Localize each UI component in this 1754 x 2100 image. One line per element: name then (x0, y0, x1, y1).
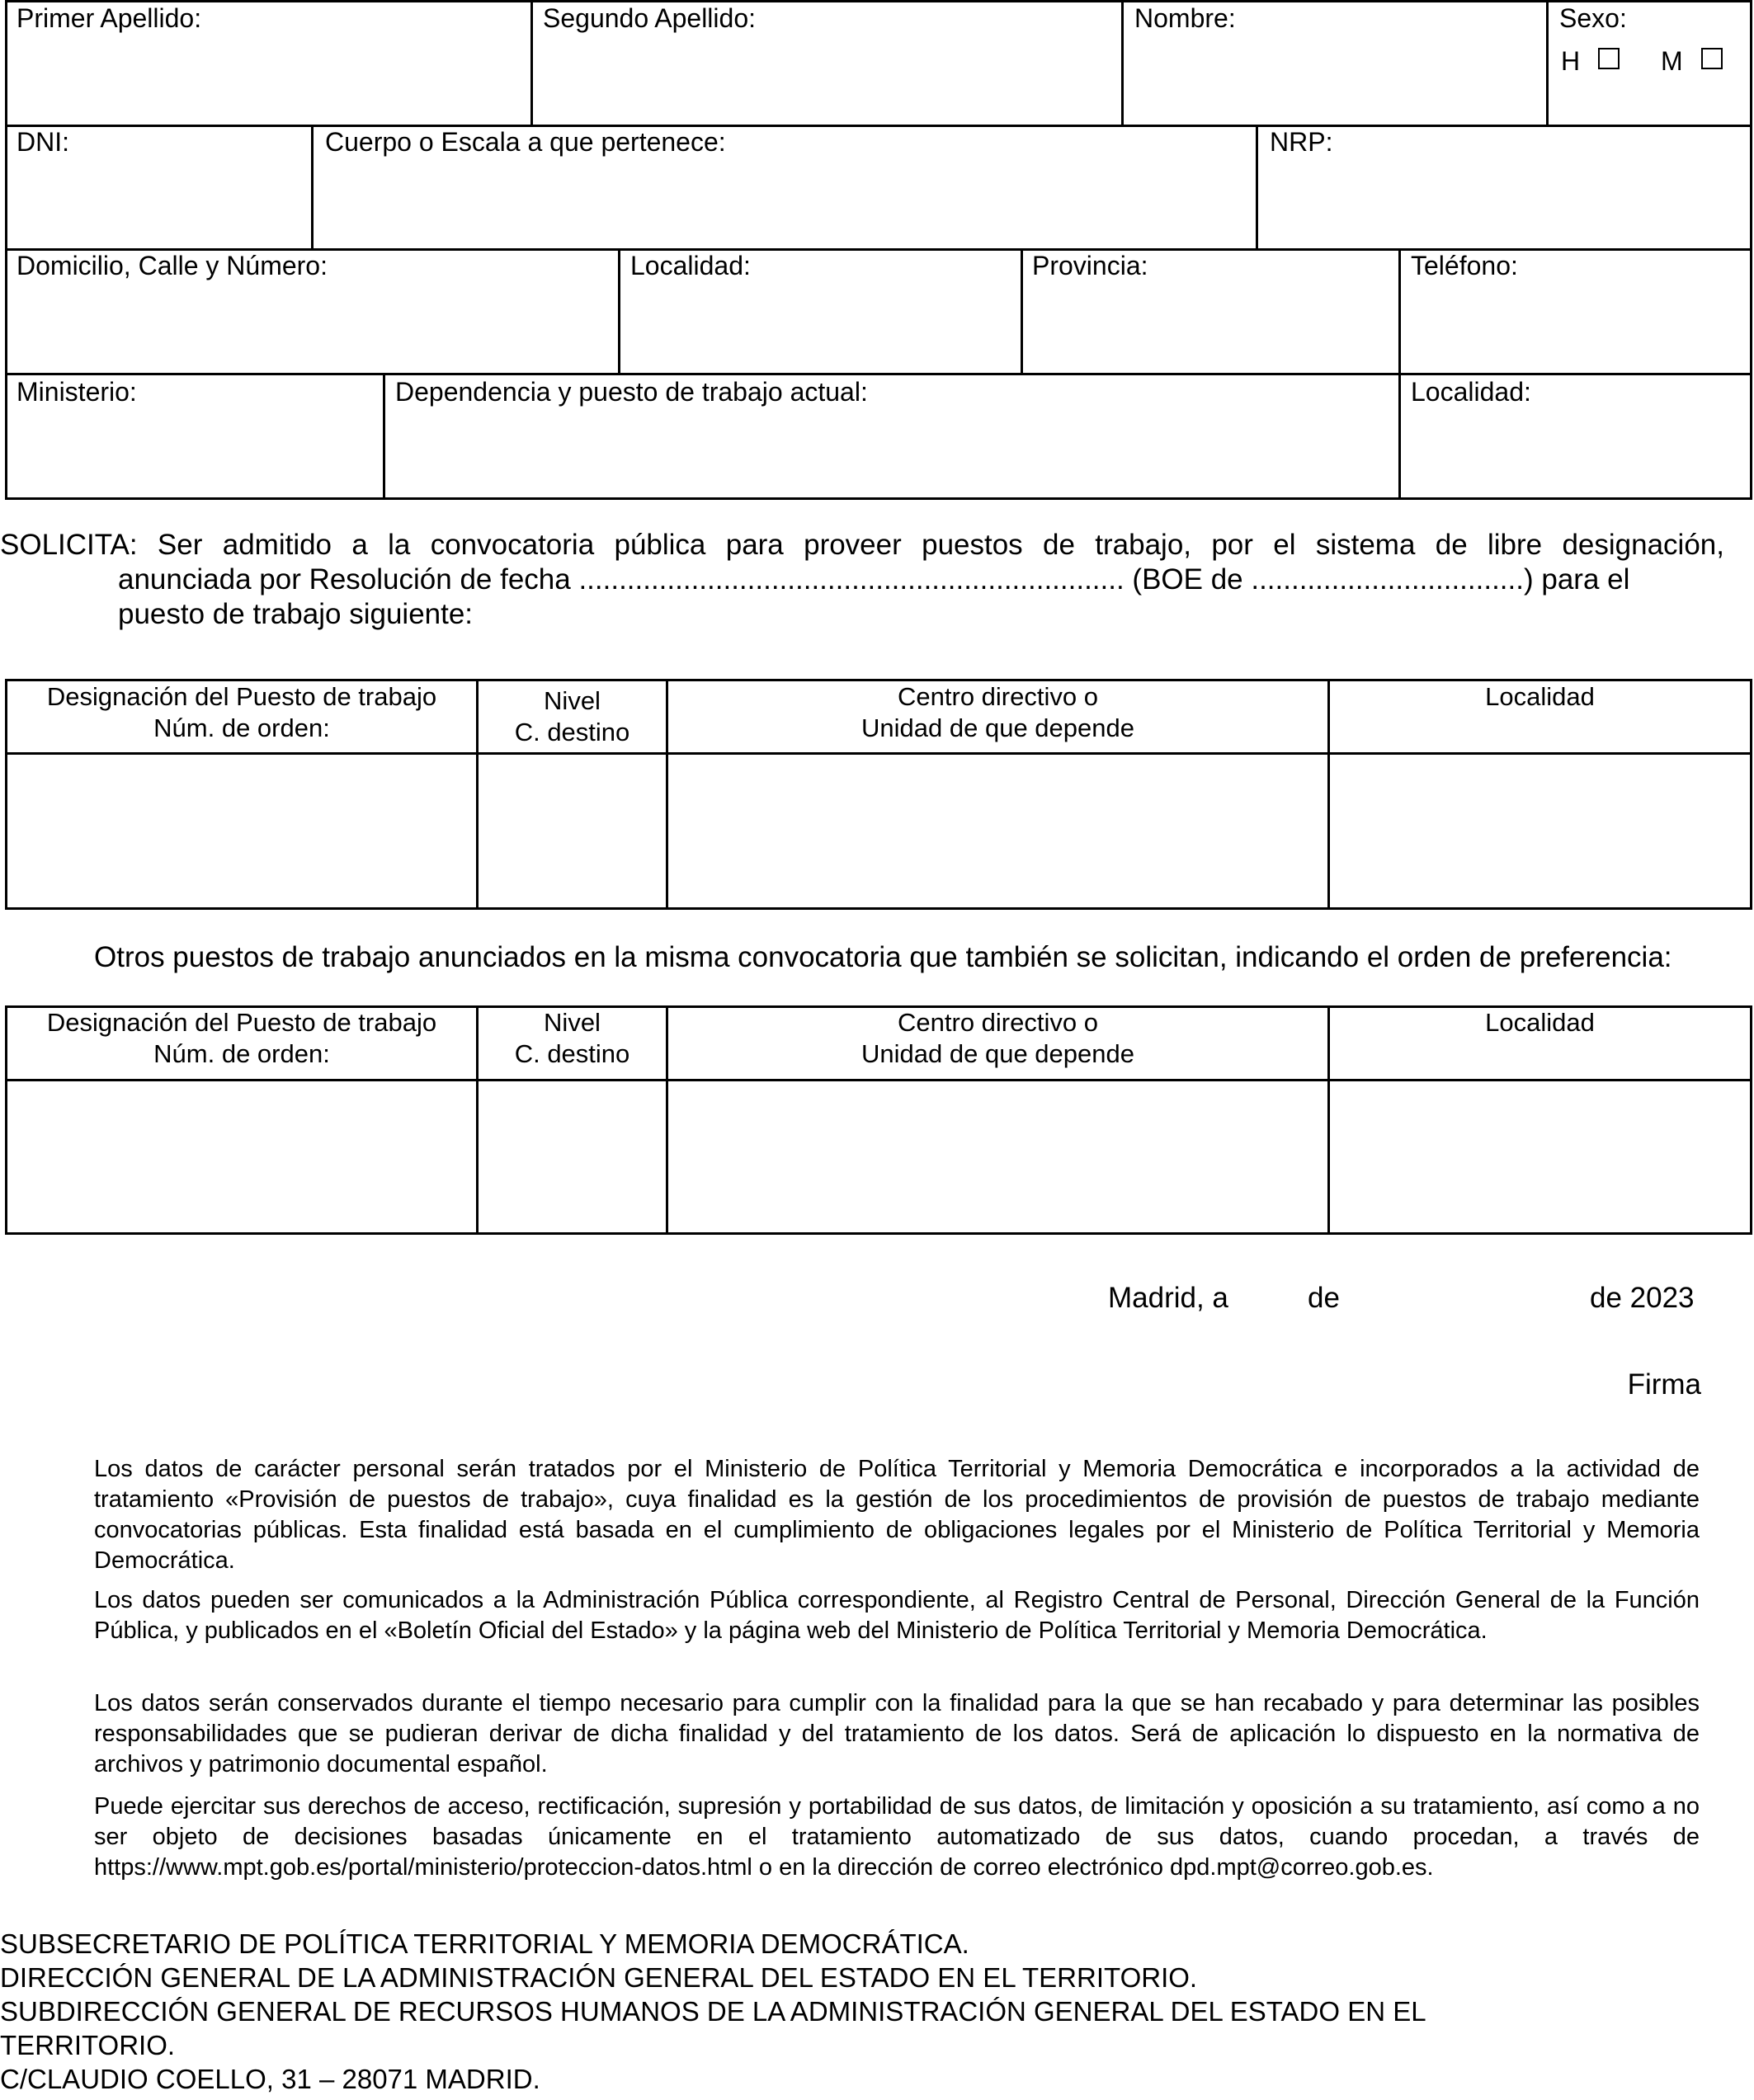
header-nivel-line2: C. destino (514, 1039, 630, 1068)
legal-paragraph-3: Los datos serán conservados durante el tiempo necesario para cumplir con la finalidad para la que se han recabado y para determinar las posibles responsabilidades que se pudieran derivar de dicha finalidad y del tratamiento de los datos. Será de aplicación lo dispuesto en la normativa de archivos y patrimonio documental español. (94, 1690, 1700, 1777)
otros-puestos-text: Otros puestos de trabajo anunciados en la misma convocatoria que también se solicitan, indicando el orden de preferencia: (94, 941, 1672, 973)
header-designacion-line1: Designación del Puesto de trabajo (46, 682, 437, 711)
header-nivel (479, 685, 666, 748)
ministerio-field[interactable] (7, 411, 383, 497)
sexo-h-checkbox[interactable] (1598, 48, 1620, 69)
puesto-designacion-cell[interactable] (7, 755, 476, 907)
sexo-h-option (1561, 45, 1620, 77)
segundo-apellido-label: Segundo Apellido: (543, 3, 756, 33)
address-line-2: DIRECCIÓN GENERAL DE LA ADMINISTRACIÓN GENERAL DEL ESTADO EN EL TERRITORIO. (0, 1962, 1198, 1993)
puesto-nivel-cell[interactable] (479, 755, 666, 907)
header-centro-line1: Centro directivo o (898, 1008, 1098, 1037)
fecha-madrid: Madrid, a (1108, 1282, 1228, 1314)
otros-nivel-cell[interactable] (479, 1081, 666, 1232)
header-designacion-line2: Núm. de orden: (153, 713, 330, 742)
address-line-1: SUBSECRETARIO DE POLÍTICA TERRITORIAL Y MEMORIA DEMOCRÁTICA. (0, 1928, 969, 1959)
otros-designacion-cell[interactable] (7, 1081, 476, 1232)
localidad-label: Localidad: (630, 251, 751, 280)
header-nivel-line1: Nivel (544, 1008, 601, 1037)
primer-apellido-label: Primer Apellido: (17, 3, 202, 33)
legal-paragraph-2: Los datos pueden ser comunicados a la Administración Pública correspondiente, al Registro Central de Personal, Dirección General de la Función Pública, y publicados en el «Boletín Oficial del Estado» y la página web del Ministerio de Política Territorial y Memoria Democrática. (94, 1587, 1700, 1644)
address-line-3: SUBDIRECCIÓN GENERAL DE RECURSOS HUMANOS DE LA ADMINISTRACIÓN GENERAL DEL ESTADO EN EL TERRITORIO. (0, 1996, 1426, 2060)
solicita-paragraph (0, 528, 1724, 632)
primer-apellido-field[interactable] (7, 36, 530, 125)
segundo-apellido-field[interactable] (533, 36, 1121, 125)
header-designacion (7, 681, 476, 744)
solicita-line-3: puesto de trabajo siguiente: (118, 598, 474, 630)
localidad-field[interactable] (620, 285, 1021, 373)
localidad-actual-label: Localidad: (1411, 377, 1531, 407)
legal-paragraph-1: Los datos de carácter personal serán tratados por el Ministerio de Política Territorial y Memoria Democrática e incorporados a la actividad de tratamiento «Provisión de puestos de trabajo», cuya finalidad es la gestión de los procedimientos de provisión de puestos de trabajo mediante convocatorias públicas. Esta finalidad está basada en el cumplimiento de obligaciones legales por el Ministerio de Política Territorial y Memoria Democrática. (94, 1456, 1700, 1574)
header-designacion (7, 1007, 476, 1070)
nombre-field[interactable] (1124, 36, 1546, 125)
sexo-m-checkbox[interactable] (1701, 48, 1723, 69)
sexo-h-label: H (1561, 46, 1581, 76)
dependencia-label: Dependencia y puesto de trabajo actual: (395, 377, 868, 407)
cuerpo-label: Cuerpo o Escala a que pertenece: (325, 127, 726, 157)
telefono-label: Teléfono: (1411, 251, 1518, 280)
puesto-localidad-cell[interactable] (1330, 755, 1750, 907)
localidad-actual-field[interactable] (1401, 411, 1750, 497)
header-centro-line1: Centro directivo o (898, 682, 1098, 711)
puesto-centro-cell[interactable] (668, 755, 1327, 907)
solicita-line-2: anunciada por Resolución de fecha .................................................................... (BOE de ..................................) para el (118, 563, 1630, 596)
otros-localidad-cell[interactable] (1330, 1081, 1750, 1232)
sexo-label: Sexo: (1559, 3, 1627, 33)
nombre-label: Nombre: (1134, 3, 1236, 33)
firma-label: Firma (1627, 1368, 1701, 1401)
dni-field[interactable] (7, 161, 311, 248)
telefono-field[interactable] (1401, 285, 1750, 373)
header-nivel-line2: C. destino (514, 718, 630, 746)
address-line-4: C/CLAUDIO COELLO, 31 – 28071 MADRID. (0, 2064, 540, 2094)
domicilio-label: Domicilio, Calle y Número: (17, 251, 328, 280)
header-centro-line2: Unidad de que depende (861, 1039, 1134, 1068)
dni-label: DNI: (17, 127, 69, 157)
nrp-label: NRP: (1270, 127, 1333, 157)
header-designacion-line2: Núm. de orden: (153, 1039, 330, 1068)
otros-centro-cell[interactable] (668, 1081, 1327, 1232)
ministerio-label: Ministerio: (17, 377, 137, 407)
header-centro (668, 681, 1327, 744)
header-nivel (479, 1007, 666, 1070)
sexo-m-option (1661, 45, 1723, 77)
solicita-line-1: SOLICITA: Ser admitido a la convocatoria pública para proveer puestos de trabajo, por el sistema de libre designación, (0, 529, 1724, 561)
provincia-field[interactable] (1023, 285, 1398, 373)
fecha-year: de 2023 (1590, 1282, 1695, 1314)
sexo-m-label: M (1661, 46, 1683, 76)
nrp-field[interactable] (1258, 161, 1750, 248)
dependencia-field[interactable] (385, 411, 1398, 497)
cuerpo-field[interactable] (314, 161, 1256, 248)
fecha-de: de (1308, 1282, 1340, 1314)
header-designacion-line1: Designación del Puesto de trabajo (46, 1008, 437, 1037)
header-localidad: Localidad (1485, 1008, 1595, 1037)
header-nivel-line1: Nivel (544, 686, 601, 715)
header-localidad: Localidad (1485, 682, 1595, 711)
domicilio-field[interactable] (7, 285, 618, 373)
provincia-label: Provincia: (1032, 251, 1148, 280)
header-centro (668, 1007, 1327, 1070)
legal-paragraph-4: Puede ejercitar sus derechos de acceso, rectificación, supresión y portabilidad de sus datos, de limitación y oposición a su tratamiento, así como a no ser objeto de decisiones basadas únicamente en el tratamiento automatizado de sus datos, cuando procedan, a través de https://www.mpt.gob.es/portal/ministerio/proteccion-datos.html o en la dirección de correo electrónico dpd.mpt@correo.gob.es. (94, 1793, 1700, 1881)
header-centro-line2: Unidad de que depende (861, 713, 1134, 742)
